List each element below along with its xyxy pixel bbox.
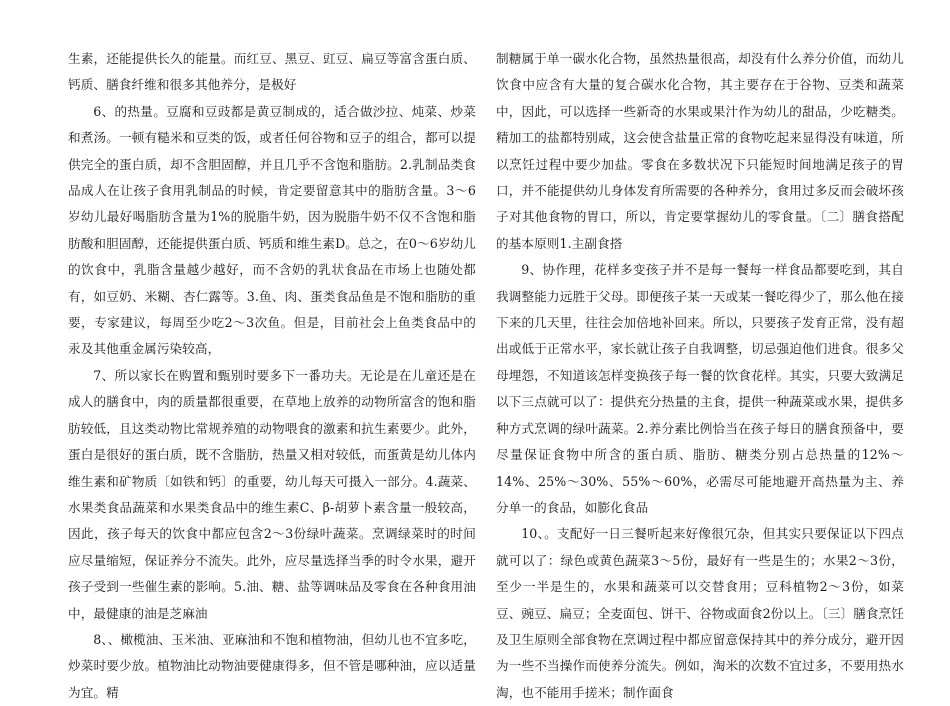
left-column [68,46,476,706]
paragraph: 生素，还能提供长久的能量。而红豆、黑豆、豇豆、扁豆等富含蛋白质、钙质、膳食纤维和很多其他养分，是极好 [68,51,476,93]
paragraph: 8、、橄榄油、玉米油、亚麻油和不饱和植物油，但幼儿也不宜多吃，炒菜时要少放。植物油比动物油要健康得多，但不管是哪种油，应以适量为宜。精 [68,631,476,700]
paragraph: 制糖属于单一碳水化合物，虽然热量很高，却没有什么养分价值，而幼儿饮食中应含有大量的复合碳水化合物，其主要存在于谷物、豆类和蔬菜中，因此，可以选择一些新奇的水果或果汁作为幼儿的甜品，少吃糖类。精加工的盐都特别咸，这会使含盐量正常的食物吃起来显得没有味道，所以烹饪过程中要少加盐。零食在多数状况下只能短时间地满足孩子的胃口，并不能提供幼儿身体发育所需要的各种养分，食用过多反而会破坏孩子对其他食物的胃口，所以，肯定要掌握幼儿的零食量。〔二〕膳食搭配的基本原则1.主副食搭 [496,51,904,251]
paragraph: 6、的热量。豆腐和豆豉都是黄豆制成的，适合做沙拉、炖菜、炒菜和煮汤。一顿有糙米和豆类的饭，或者任何谷物和豆子的组合，都可以提供完全的蛋白质，却不含胆固醇，并且几乎不含饱和脂肪。2.乳制品类食品成人在让孩子食用乳制品的时候，肯定要留意其中的脂肪含量。3～6岁幼儿最好喝脂肪含量为1%的脱脂牛奶，因为脱脂牛奶不仅不含饱和脂肪酸和胆固醇，还能提供蛋白质、钙质和维生素D。总之，在0～6岁幼儿的饮食中，乳脂含量越少越好，而不含奶的乳状食品在市场上也随处都有，如豆奶、米糊、杏仁露等。3.鱼、肉、蛋类食品鱼是不饱和脂肪的重要，专家建议，每周至少吃2～3次鱼。但是，目前社会上鱼类食品中的汞及其他重金属污染较高， [68,103,476,357]
paragraph: 10、。支配好一日三餐听起来好像很冗杂，但其实只要保证以下四点就可以了：绿色或黄色蔬菜3～5份，最好有一些是生的；水果2～3份，至少一半是生的，水果和蔬菜可以交替食用；豆科植物2～3份，如菜豆、豌豆、扁豆；全麦面包、饼干、谷物或面食2份以上。〔三〕膳食烹饪及卫生原则全部食物在烹调过程中都应留意保持其中的养分成分，避开因为一些不当操作而使养分流失。例如，淘米的次数不宜过多，不要用热水淘，也不能用手搓米；制作面食 [496,526,905,700]
paragraph: 7、所以家长在购置和甄别时要多下一番功夫。无论是在儿童还是在成人的膳食中，肉的质量都很重要，在草地上放养的动物所富含的饱和脂肪较低，且这类动物比常规养殖的动物喂食的激素和抗生素要少。此外，蛋白是很好的蛋白质，既不含脂肪，热量又相对较低，而蛋黄是幼儿体内维生素和矿物质〔如铁和钙〕的重要，幼儿每天可摄入一部分。4.蔬菜、水果类食品蔬菜和水果类食品中的维生素C、β-胡萝卜素含量一般较高，因此，孩子每天的饮食中都应包含2～3份绿叶蔬菜。烹调绿菜时的时间应尽量缩短，保证养分不流失。此外，应尽量选择当季的时令水果，避开孩子受到一些催生素的影响。5.油、糖、盐等调味品及零食在各种食用油中，最健康的油是芝麻油 [68,367,476,621]
right-column [496,46,904,706]
paragraph: 9、协作理，花样多变孩子并不是每一餐每一样食品都要吃到，其自我调整能力远胜于父母。即便孩子某一天或某一餐吃得少了，那么他在接下来的几天里，往往会加倍地补回来。所以，只要孩子发育正常，没有超出或低于正常水平，家长就让孩子自我调整，切忌强迫他们进食。很多父母埋怨，不知道该怎样变换孩子每一餐的饮食花样。其实，只要大致满足以下三点就可以了：提供充分热量的主食，提供一种蔬菜或水果，提供多种方式烹调的绿叶蔬菜。2.养分素比例恰当在孩子每日的膳食预备中，要尽量保证食物中所含的蛋白质、脂肪、糖类分别占总热量的12%～14%、25%～30%、55%～60%，必需尽可能地避开高热量为主、养分单一的食品，如膨化食品 [496,262,904,515]
